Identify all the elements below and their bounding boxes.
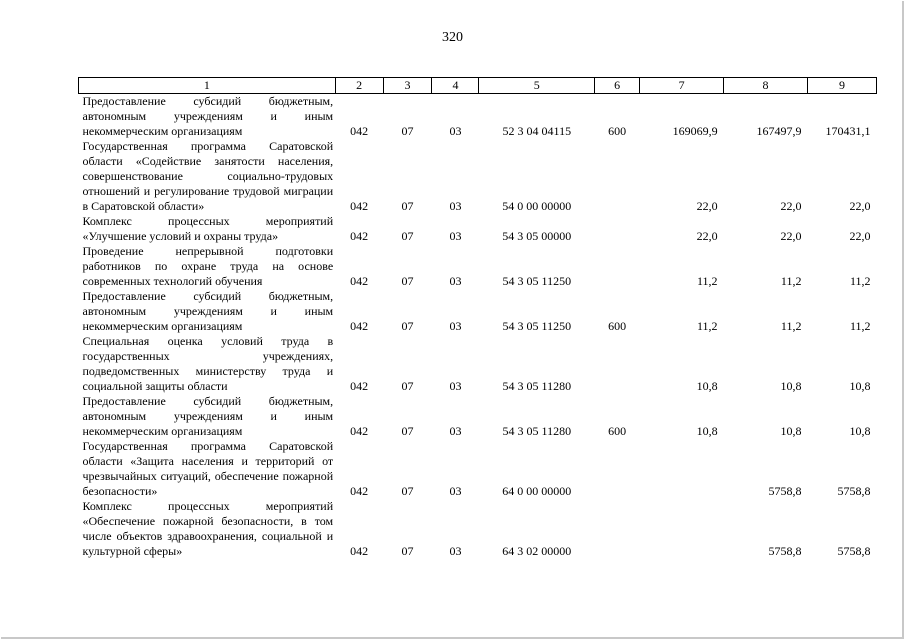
- row-name: Предоставление субсидий бюджетным, автономным учреждениям и иным некоммерческим организациям: [82, 394, 334, 438]
- table-row: [79, 499, 877, 559]
- table-row: [79, 244, 877, 289]
- row-amount-3: 10,8: [849, 424, 871, 438]
- row-amount-1: [640, 439, 724, 499]
- header-cell: 5: [479, 78, 595, 94]
- table-body: [79, 94, 877, 560]
- row-amount-1: 10,8: [696, 379, 718, 393]
- row-section: 07: [401, 424, 414, 438]
- row-ved: 042: [350, 124, 369, 138]
- row-subsection: 03: [449, 274, 462, 288]
- row-name: Государственная программа Саратовской области «Защита населения и территорий от чрезвычайных ситуаций, обеспечение пожарной безопасности»: [82, 439, 334, 498]
- row-target-article: 64 3 02 00000: [502, 544, 572, 558]
- row-section: 07: [401, 379, 414, 393]
- row-ved: 042: [350, 424, 369, 438]
- table-row: [79, 334, 877, 394]
- row-subsection: 03: [449, 379, 462, 393]
- row-expense-type: 600: [608, 424, 627, 438]
- header-cell: 2: [335, 78, 383, 94]
- table-row: [79, 394, 877, 439]
- row-expense-type: [595, 499, 640, 559]
- row-target-article: 64 0 00 00000: [502, 484, 572, 498]
- row-amount-2: 5758,8: [768, 484, 802, 498]
- header-cell: 6: [595, 78, 640, 94]
- row-subsection: 03: [449, 484, 462, 498]
- row-subsection: 03: [449, 544, 462, 558]
- row-amount-1: 11,2: [697, 274, 718, 288]
- row-amount-3: 5758,8: [837, 484, 871, 498]
- header-cell: 9: [807, 78, 876, 94]
- row-expense-type: [595, 244, 640, 289]
- row-name: Государственная программа Саратовской области «Содействие занятости населения, совершенствование социально-трудовых отношений и регулирование трудовой миграции в Саратовской области»: [82, 139, 334, 213]
- row-expense-type: [595, 214, 640, 244]
- row-subsection: 03: [449, 199, 462, 213]
- row-section: 07: [401, 544, 414, 558]
- row-target-article: 54 3 05 11250: [502, 274, 572, 288]
- row-amount-3: 22,0: [849, 199, 871, 213]
- row-amount-1: 22,0: [696, 229, 718, 243]
- row-name: Комплекс процессных мероприятий «Обеспечение пожарной безопасности, в том числе объектов здравоохранения, социальной и культурной сферы»: [82, 499, 334, 558]
- row-target-article: 54 3 05 00000: [502, 229, 572, 243]
- row-amount-1: 11,2: [697, 319, 718, 333]
- header-cell: 8: [724, 78, 808, 94]
- row-amount-2: 167497,9: [756, 124, 802, 138]
- row-amount-2: 22,0: [780, 229, 802, 243]
- row-ved: 042: [350, 199, 369, 213]
- row-name: Проведение непрерывной подготовки работников по охране труда на основе современных технологий обучения: [82, 244, 334, 288]
- row-ved: 042: [350, 379, 369, 393]
- row-expense-type: [595, 139, 640, 214]
- header-cell: 7: [640, 78, 724, 94]
- table-row: [79, 94, 877, 140]
- row-amount-2: 10,8: [780, 424, 802, 438]
- row-amount-2: 22,0: [780, 199, 802, 213]
- row-section: 07: [401, 319, 414, 333]
- row-amount-3: 11,2: [849, 274, 871, 288]
- row-ved: 042: [350, 484, 369, 498]
- row-section: 07: [401, 229, 414, 243]
- row-ved: 042: [350, 274, 369, 288]
- budget-table: [78, 77, 877, 559]
- table-row: [79, 214, 877, 244]
- row-amount-2: 11,2: [780, 274, 802, 288]
- row-amount-3: 5758,8: [837, 544, 871, 558]
- header-cell: 1: [79, 78, 336, 94]
- row-amount-3: 22,0: [849, 229, 871, 243]
- header-cell: 4: [432, 78, 479, 94]
- row-section: 07: [401, 124, 414, 138]
- row-amount-1: 22,0: [696, 199, 718, 213]
- table-row: [79, 289, 877, 334]
- row-expense-type: [595, 334, 640, 394]
- row-ved: 042: [350, 544, 369, 558]
- header-cell: 3: [383, 78, 432, 94]
- header-row: [79, 78, 877, 94]
- row-target-article: 54 3 05 11280: [502, 379, 572, 393]
- row-subsection: 03: [449, 424, 462, 438]
- row-amount-2: 11,2: [780, 319, 802, 333]
- row-ved: 042: [350, 319, 369, 333]
- row-target-article: 54 3 05 11250: [502, 319, 572, 333]
- row-target-article: 54 0 00 00000: [502, 199, 572, 213]
- row-amount-3: 10,8: [849, 379, 871, 393]
- row-target-article: 54 3 05 11280: [502, 424, 572, 438]
- row-amount-2: 10,8: [780, 379, 802, 393]
- table-row: [79, 439, 877, 499]
- row-amount-2: 5758,8: [768, 544, 802, 558]
- row-amount-3: 170431,1: [825, 124, 871, 138]
- row-expense-type: 600: [608, 124, 627, 138]
- row-name: Специальная оценка условий труда в государственных учреждениях, подведомственных министерству труда и социальной защиты области: [82, 334, 334, 393]
- row-amount-1: [640, 499, 724, 559]
- row-amount-3: 11,2: [849, 319, 871, 333]
- row-name: Предоставление субсидий бюджетным, автономным учреждениям и иным некоммерческим организациям: [82, 94, 334, 138]
- row-target-article: 52 3 04 04115: [502, 124, 572, 138]
- page-number: 320: [442, 30, 463, 45]
- row-subsection: 03: [449, 124, 462, 138]
- row-amount-1: 10,8: [696, 424, 718, 438]
- row-expense-type: [595, 439, 640, 499]
- row-section: 07: [401, 484, 414, 498]
- row-section: 07: [401, 199, 414, 213]
- row-subsection: 03: [449, 319, 462, 333]
- row-expense-type: 600: [608, 319, 627, 333]
- row-ved: 042: [350, 229, 369, 243]
- row-name: Комплекс процессных мероприятий «Улучшение условий и охраны труда»: [82, 214, 334, 243]
- row-amount-1: 169069,9: [672, 124, 718, 138]
- row-subsection: 03: [449, 229, 462, 243]
- table-row: [79, 139, 877, 214]
- row-name: Предоставление субсидий бюджетным, автономным учреждениям и иным некоммерческим организациям: [82, 289, 334, 333]
- row-section: 07: [401, 274, 414, 288]
